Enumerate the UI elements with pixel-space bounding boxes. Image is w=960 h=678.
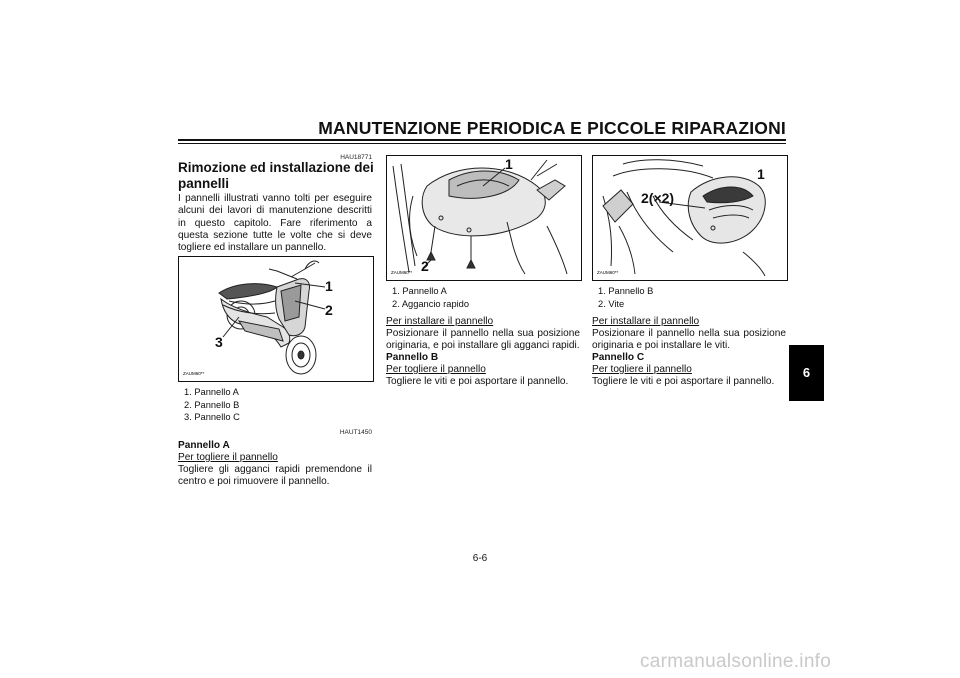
remove-text: Togliere le viti e poi asportare il pannello. [386,376,569,387]
caption-item: 2. Vite [598,298,625,309]
callout-1: 1 [505,156,513,172]
scooter-overview-illustration [179,257,373,381]
figure-code: ZAUM60** [597,270,619,275]
header-rule-thick [178,139,786,141]
section-heading-line2: pannelli [178,176,230,191]
figure-scooter-overview [178,256,374,382]
caption-item: 3. Pannello C [184,412,240,423]
figure-panel-b [592,155,788,281]
seat [219,284,277,299]
install-text: Posizionare il pannello nella sua posizione originaria e poi installare le viti. [592,328,786,352]
remove-label: Per togliere il pannello [178,452,278,463]
section-heading-line1: Rimozione ed installazione dei [178,160,374,175]
caption-item: 2. Pannello B [184,399,240,410]
callout-2: 2 [325,302,333,318]
caption-item: 1. Pannello B [598,286,654,296]
remove-text: Togliere gli agganci rapidi premendone il centro e poi rimuovere il pannello. [178,464,372,488]
figure-captions [598,285,778,310]
watermark: carmanualsonline.info [640,651,832,672]
chapter-tab: 6 [789,345,824,401]
figure-code: ZAUM60** [391,270,413,275]
caption-item: 2. Aggancio rapido [392,298,470,309]
panel-a-illustration [387,156,581,280]
remove-label: Per togliere il pannello [592,364,692,375]
section-code: HAU18771 [340,154,372,161]
install-text: Posizionare il pannello nella sua posizione originaria, e poi installare gli agganci rapidi. [386,328,580,352]
caption-item: 1. Pannello A [392,286,447,296]
callout-1: 1 [757,166,765,182]
section-heading [178,160,378,192]
callout-1: 1 [325,278,333,294]
remove-label: Per togliere il pannello [386,364,486,375]
subheading-pannello-b: Pannello B [386,352,439,363]
section-code: HAUT1450 [339,429,372,436]
figure-code: ZAUM60** [183,371,205,376]
subheading-pannello-c: Pannello C [592,352,645,363]
intro-paragraph: I pannelli illustrati vanno tolti per eseguire alcuni dei lavori di manutenzione descritti in questo capitolo. Fare riferimento a questa sezione tutte le volte che si deve togliere ed installare un pannello. [178,193,372,254]
subheading-pannello-a: Pannello A [178,440,230,451]
figure-panel-a [386,155,582,281]
page-number: 6-6 [472,553,488,564]
header-rule-thin [178,143,786,144]
install-label: Per installare il pannello [592,316,700,327]
callout-2-x2: 2(×2) [641,190,675,206]
callout-2: 2 [421,258,429,274]
figure-captions [184,386,364,424]
caption-item: 1. Pannello A [184,387,239,397]
figure-captions [392,285,572,310]
callout-3: 3 [215,334,223,350]
install-label: Per installare il pannello [386,316,494,327]
page-header-title: MANUTENZIONE PERIODICA E PICCOLE RIPARAZIONI [318,118,786,138]
remove-text: Togliere le viti e poi asportare il pannello. [592,376,775,387]
